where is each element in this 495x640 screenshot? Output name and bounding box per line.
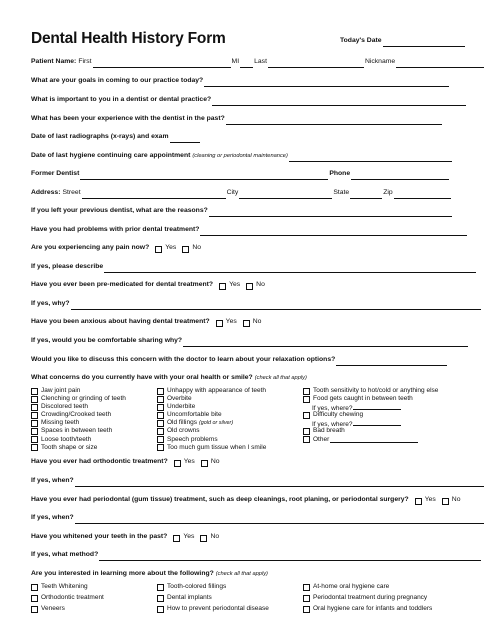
patient-name-label: Patient Name: (31, 58, 77, 65)
concern-checkbox[interactable] (157, 388, 164, 395)
mi-field[interactable] (240, 57, 253, 68)
anxious-share-row (31, 333, 469, 347)
concern-item[interactable] (303, 387, 438, 395)
interest-label: How to prevent periodontal disease (167, 605, 269, 613)
whitened-method-field[interactable] (99, 550, 481, 561)
pain-yes-checkbox[interactable] (155, 246, 162, 253)
concern-checkbox[interactable] (31, 412, 38, 419)
interest-item[interactable] (303, 593, 432, 604)
premed-why-field[interactable] (71, 299, 481, 310)
former-dentist-label: Former Dentist (31, 170, 80, 177)
concern-label: Speech problems (167, 435, 218, 443)
premed-row (31, 277, 265, 291)
whitened-question: Have you whitened your teeth in the past? (31, 533, 168, 540)
concern-checkbox[interactable] (157, 436, 164, 443)
concern-checkbox[interactable] (31, 428, 38, 435)
premed-why-question: If yes, why? (31, 300, 70, 307)
concern-item[interactable] (31, 403, 126, 411)
perio-when-field[interactable] (75, 513, 484, 524)
anxious-row (31, 314, 261, 328)
concern-label: Overbite (167, 395, 192, 403)
interest-checkbox[interactable] (303, 584, 310, 591)
relaxation-question: Would you like to discuss this concern with the doctor to learn about your relaxation options? (31, 356, 336, 363)
interested-column-1 (31, 582, 104, 615)
old-fillings-note: (gold or silver) (198, 420, 234, 427)
premed-question: Have you ever been pre-medicated for dental treatment? (31, 281, 214, 288)
concern-item[interactable] (157, 395, 266, 403)
interest-item[interactable] (31, 604, 104, 615)
pain-no-checkbox[interactable] (182, 246, 189, 253)
concern-item[interactable] (157, 387, 266, 395)
food-where-row (303, 403, 438, 411)
concern-label: Jaw joint pain (41, 387, 81, 394)
concern-item[interactable] (157, 411, 266, 419)
concern-label: Bad breath (313, 427, 345, 435)
phone-field[interactable] (351, 169, 449, 180)
perio-yes-label: Yes (424, 496, 436, 503)
concern-checkbox[interactable] (31, 444, 38, 451)
concern-label: Spaces in between teeth (41, 427, 113, 435)
important-row (31, 92, 467, 106)
concerns-question: What concerns do you currently have with your oral health or smile? (31, 374, 253, 381)
pain-describe-question: If yes, please describe (31, 263, 104, 270)
interest-checkbox[interactable] (157, 595, 164, 602)
concerns-column-3 (303, 387, 438, 444)
chewing-where-label: If yes, where? (312, 421, 353, 429)
concerns-row (31, 370, 307, 384)
concern-label: Old fillings (167, 419, 197, 427)
concern-item[interactable] (303, 436, 438, 444)
pain-row (31, 240, 201, 254)
zip-label: Zip (383, 189, 393, 196)
whitened-yes-checkbox[interactable] (173, 535, 180, 542)
concern-item[interactable] (31, 387, 126, 395)
chewing-where-field[interactable] (353, 419, 401, 426)
concern-checkbox[interactable] (157, 396, 164, 403)
concern-label: Too much gum tissue when I smile (167, 443, 267, 451)
goals-question: What are your goals in coming to our practice today? (31, 77, 204, 84)
zip-field[interactable] (394, 188, 451, 199)
concern-label: Tooth shape or size (41, 443, 98, 451)
whitened-method-question: If yes, what method? (31, 551, 99, 558)
anxious-yes-checkbox[interactable] (216, 320, 223, 327)
concern-label: Crowding/Crooked teeth (41, 411, 112, 419)
concern-checkbox[interactable] (31, 420, 38, 427)
address-label: Address: (31, 189, 61, 196)
ortho-question: Have you ever had orthodontic treatment? (31, 458, 168, 465)
state-label: State (333, 189, 350, 196)
anxious-question: Have you been anxious about having dental treatment? (31, 318, 210, 325)
concern-item[interactable] (31, 419, 126, 427)
concern-item[interactable] (157, 444, 266, 452)
concern-label: Clenching or grinding of teeth (41, 395, 126, 403)
other-concern-field[interactable] (330, 436, 418, 443)
anxious-no-checkbox[interactable] (243, 320, 250, 327)
concern-checkbox[interactable] (303, 428, 310, 435)
premed-why-row (31, 296, 482, 310)
anxious-no-label: No (252, 318, 262, 325)
former-dentist-row (31, 166, 450, 180)
premed-yes-checkbox[interactable] (219, 283, 226, 290)
interest-item[interactable] (157, 604, 269, 615)
ortho-no-label: No (210, 458, 220, 465)
interest-item[interactable] (157, 582, 269, 593)
ortho-row (31, 454, 220, 468)
whitened-yes-label: Yes (183, 533, 195, 540)
anxious-share-field[interactable] (183, 336, 468, 347)
concern-checkbox[interactable] (303, 436, 310, 443)
problems-row (31, 222, 468, 236)
interest-label: Dental implants (167, 594, 212, 602)
concern-item[interactable] (31, 444, 126, 452)
perio-when-row (31, 510, 485, 524)
concern-label: Food gets caught in between teeth (313, 395, 413, 403)
mi-label: MI (231, 58, 240, 65)
perio-when-question: If yes, when? (31, 514, 74, 521)
perio-yes-checkbox[interactable] (415, 498, 422, 505)
concern-checkbox[interactable] (31, 388, 38, 395)
important-question: What is important to you in a dentist or dental practice? (31, 96, 212, 103)
radiographs-row (31, 129, 201, 143)
experience-field[interactable] (226, 114, 442, 125)
ortho-yes-label: Yes (183, 458, 195, 465)
ortho-when-field[interactable] (75, 476, 484, 487)
street-field[interactable] (82, 188, 226, 199)
whitened-row (31, 529, 219, 543)
concern-label: Difficulty chewing (313, 411, 364, 419)
concern-label: Underbite (167, 403, 196, 411)
pain-describe-row (31, 259, 477, 273)
food-where-field[interactable] (353, 403, 401, 410)
interest-label: At-home oral hygiene care (313, 583, 390, 591)
premed-no-label: No (256, 281, 265, 288)
concern-item[interactable] (31, 436, 126, 444)
concerns-note: (check all that apply) (254, 375, 307, 381)
concern-item[interactable] (157, 427, 266, 435)
food-where-label: If yes, where? (312, 405, 353, 413)
concern-checkbox[interactable] (31, 396, 38, 403)
concern-label: Tooth sensitivity to hot/cold or anything else (313, 387, 439, 394)
hygiene-note: (cleaning or periodontal maintenance) (192, 153, 288, 159)
premed-yes-label: Yes (229, 281, 241, 288)
last-name-label: Last (254, 58, 267, 65)
ortho-no-checkbox[interactable] (201, 460, 208, 467)
perio-no-label: No (451, 496, 461, 503)
concern-label: Loose tooth/teeth (41, 435, 92, 443)
interest-label: Veneers (41, 605, 65, 613)
concern-item[interactable] (157, 436, 266, 444)
concern-checkbox[interactable] (157, 412, 164, 419)
todays-date-label: Today's Date (340, 37, 382, 44)
interest-label: Teeth Whitening (41, 583, 88, 591)
concerns-column-1 (31, 387, 126, 452)
concern-label: Old crowns (167, 427, 200, 435)
interest-item[interactable] (157, 593, 269, 604)
concern-checkbox[interactable] (303, 388, 310, 395)
concern-label: Unhappy with appearance of teeth (167, 387, 267, 394)
first-name-field[interactable] (93, 57, 231, 68)
hygiene-row (31, 148, 453, 162)
concern-checkbox[interactable] (303, 412, 310, 419)
pain-describe-field[interactable] (104, 262, 476, 273)
city-field[interactable] (239, 188, 332, 199)
interest-label: Oral hygiene care for infants and toddlers (313, 605, 433, 613)
concern-label: Discolored teeth (41, 403, 88, 411)
perio-no-checkbox[interactable] (442, 498, 449, 505)
interest-checkbox[interactable] (31, 584, 38, 591)
concern-checkbox[interactable] (31, 436, 38, 443)
perio-row (31, 492, 460, 506)
street-label: Street (62, 189, 81, 196)
concern-label: Missing teeth (41, 419, 80, 427)
phone-label: Phone (329, 170, 351, 177)
concerns-column-2 (157, 387, 266, 452)
ortho-when-question: If yes, when? (31, 477, 74, 484)
pain-yes-label: Yes (165, 244, 177, 251)
whitened-no-checkbox[interactable] (200, 535, 207, 542)
left-reasons-field[interactable] (209, 206, 452, 217)
concern-item[interactable] (303, 427, 438, 435)
interest-item[interactable] (31, 582, 104, 593)
concern-item[interactable] (31, 395, 126, 403)
radiographs-field[interactable] (170, 132, 200, 143)
interest-label: Tooth-colored fillings (167, 583, 227, 591)
concern-checkbox[interactable] (157, 428, 164, 435)
first-name-label: First (78, 58, 92, 65)
interest-checkbox[interactable] (31, 595, 38, 602)
anxious-share-question: If yes, would you be comfortable sharing why? (31, 337, 183, 344)
goals-row (31, 73, 450, 87)
interested-note: (check all that apply) (215, 571, 268, 577)
interest-checkbox[interactable] (303, 606, 310, 613)
premed-no-checkbox[interactable] (246, 283, 253, 290)
ortho-yes-checkbox[interactable] (174, 460, 181, 467)
chewing-where-row (303, 419, 438, 427)
concern-item[interactable] (157, 403, 266, 411)
nickname-field[interactable] (396, 57, 484, 68)
concern-checkbox[interactable] (31, 404, 38, 411)
interest-checkbox[interactable] (157, 584, 164, 591)
concern-checkbox[interactable] (303, 396, 310, 403)
interest-checkbox[interactable] (303, 595, 310, 602)
interest-item[interactable] (303, 604, 432, 615)
relaxation-row (31, 352, 448, 366)
hygiene-field[interactable] (289, 151, 452, 162)
interest-checkbox[interactable] (157, 606, 164, 613)
todays-date-row (340, 33, 466, 47)
interested-column-2 (157, 582, 269, 615)
todays-date-field[interactable] (383, 36, 465, 47)
interest-item[interactable] (303, 582, 432, 593)
anxious-yes-label: Yes (225, 318, 237, 325)
interested-column-3 (303, 582, 432, 615)
perio-question: Have you ever had periodontal (gum tissue) treatment, such as deep cleanings, root planing, or periodontal surgery? (31, 496, 409, 503)
state-field[interactable] (350, 188, 382, 199)
concern-item[interactable] (31, 411, 126, 419)
concern-item[interactable] (303, 411, 438, 419)
concern-label: Other (313, 435, 330, 443)
concern-checkbox[interactable] (157, 404, 164, 411)
last-name-field[interactable] (268, 57, 364, 68)
hygiene-question: Date of last hygiene continuing care appointment (31, 152, 191, 159)
radiographs-question: Date of last radiographs (x-rays) and exam (31, 133, 169, 140)
experience-question: What has been your experience with the dentist in the past? (31, 115, 225, 122)
nickname-label: Nickname (364, 58, 396, 65)
concern-checkbox[interactable] (157, 420, 164, 427)
former-dentist-field[interactable] (80, 169, 328, 180)
pain-no-label: No (192, 244, 202, 251)
ortho-when-row (31, 473, 485, 487)
patient-name-row (31, 54, 485, 68)
pain-question: Are you experiencing any pain now? (31, 244, 150, 251)
left-reasons-question: If you left your previous dentist, what are the reasons? (31, 207, 208, 214)
relaxation-field[interactable] (336, 355, 447, 366)
city-label: City (226, 189, 239, 196)
interest-label: Orthodontic treatment (41, 594, 104, 602)
form-title: Dental Health History Form (31, 30, 226, 47)
problems-field[interactable] (200, 225, 467, 236)
left-reasons-row (31, 203, 453, 217)
goals-field[interactable] (204, 76, 449, 87)
interest-checkbox[interactable] (31, 606, 38, 613)
interested-question: Are you interested in learning more about the following? (31, 570, 214, 577)
concern-item[interactable] (157, 419, 266, 427)
important-field[interactable] (212, 95, 466, 106)
interest-label: Periodontal treatment during pregnancy (313, 594, 428, 602)
interested-row (31, 566, 268, 580)
whitened-method-row (31, 547, 482, 561)
interest-item[interactable] (31, 593, 104, 604)
experience-row (31, 111, 443, 125)
whitened-no-label: No (210, 533, 220, 540)
problems-question: Have you had problems with prior dental treatment? (31, 226, 200, 233)
concern-checkbox[interactable] (157, 444, 164, 451)
concern-label: Uncomfortable bite (167, 411, 222, 419)
concern-item[interactable] (31, 427, 126, 435)
address-row (31, 185, 452, 199)
concern-item[interactable] (303, 395, 438, 403)
